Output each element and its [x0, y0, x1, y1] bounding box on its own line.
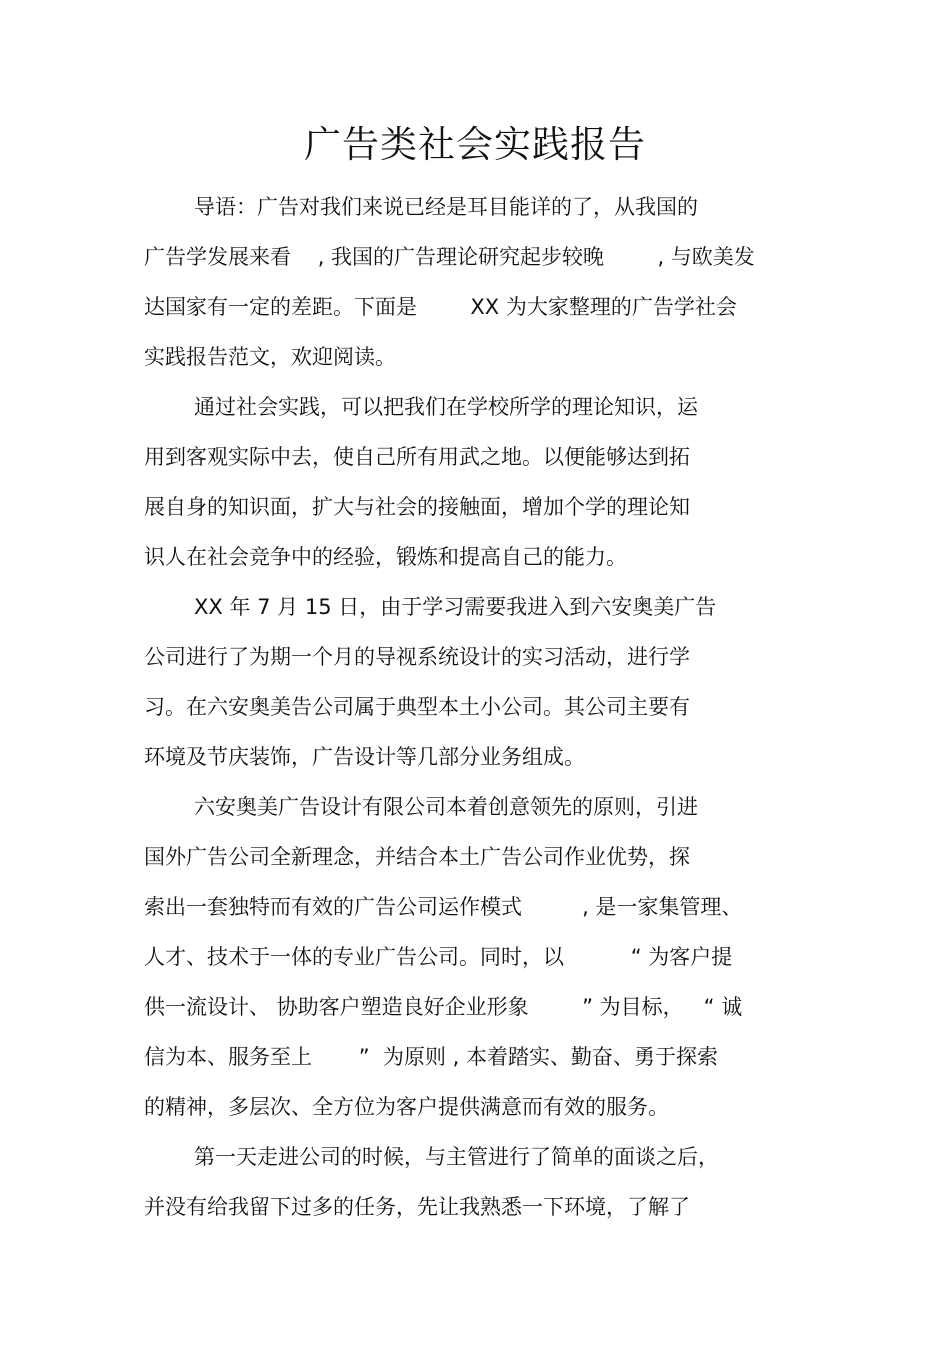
text-line: 信为本、服务至上 ” 为原则 , 本着踏实、勤奋、勇于探索	[144, 1045, 718, 1069]
text-line: 公司进行了为期一个月的导视系统设计的实习活动，进行学	[144, 645, 690, 669]
text-line: 供一流设计、 协助客户塑造良好企业形象 ” 为目标， “ 诚	[144, 995, 743, 1019]
text-line: 实践报告范文，欢迎阅读。	[144, 345, 396, 369]
text-line: 通过社会实践，可以把我们在学校所学的理论知识，运	[194, 395, 698, 419]
text-line: 并没有给我留下过多的任务，先让我熟悉一下环境，了解了	[144, 1195, 690, 1219]
text-line: 国外广告公司全新理念，并结合本土广告公司作业优势，探	[144, 845, 690, 869]
text-line: 六安奥美广告设计有限公司本着创意领先的原则，引进	[194, 795, 698, 819]
text-line: 导语：广告对我们来说已经是耳目能详的了，从我国的	[194, 195, 698, 219]
document-title: 广告类社会实践报告	[304, 123, 646, 166]
text-line: 识人在社会竞争中的经验，锻炼和提高自己的能力。	[144, 545, 627, 569]
text-line: 第一天走进公司的时候，与主管进行了简单的面谈之后，	[194, 1145, 719, 1169]
text-line: XX 年 7 月 15 日，由于学习需要我进入到六安奥美广告	[194, 595, 717, 619]
text-line: 用到客观实际中去，使自己所有用武之地。以便能够达到拓	[144, 445, 690, 469]
text-line: 广告学发展来看 , 我国的广告理论研究起步较晚 , 与欧美发	[144, 245, 755, 269]
text-line: 的精神，多层次、全方位为客户提供满意而有效的服务。	[144, 1095, 669, 1119]
text-line: 索出一套独特而有效的广告公司运作模式 , 是一家集管理、	[144, 895, 743, 919]
text-line: 人才、技术于一体的专业广告公司。同时，以 “ 为客户提	[144, 945, 733, 969]
text-line: 环境及节庆装饰，广告设计等几部分业务组成。	[144, 745, 585, 769]
text-line: 习。在六安奥美告公司属于典型本土小公司。其公司主要有	[144, 695, 690, 719]
text-line: 展自身的知识面，扩大与社会的接触面，增加个学的理论知	[144, 495, 690, 519]
text-line: 达国家有一定的差距。下面是 XX 为大家整理的广告学社会	[144, 295, 737, 319]
